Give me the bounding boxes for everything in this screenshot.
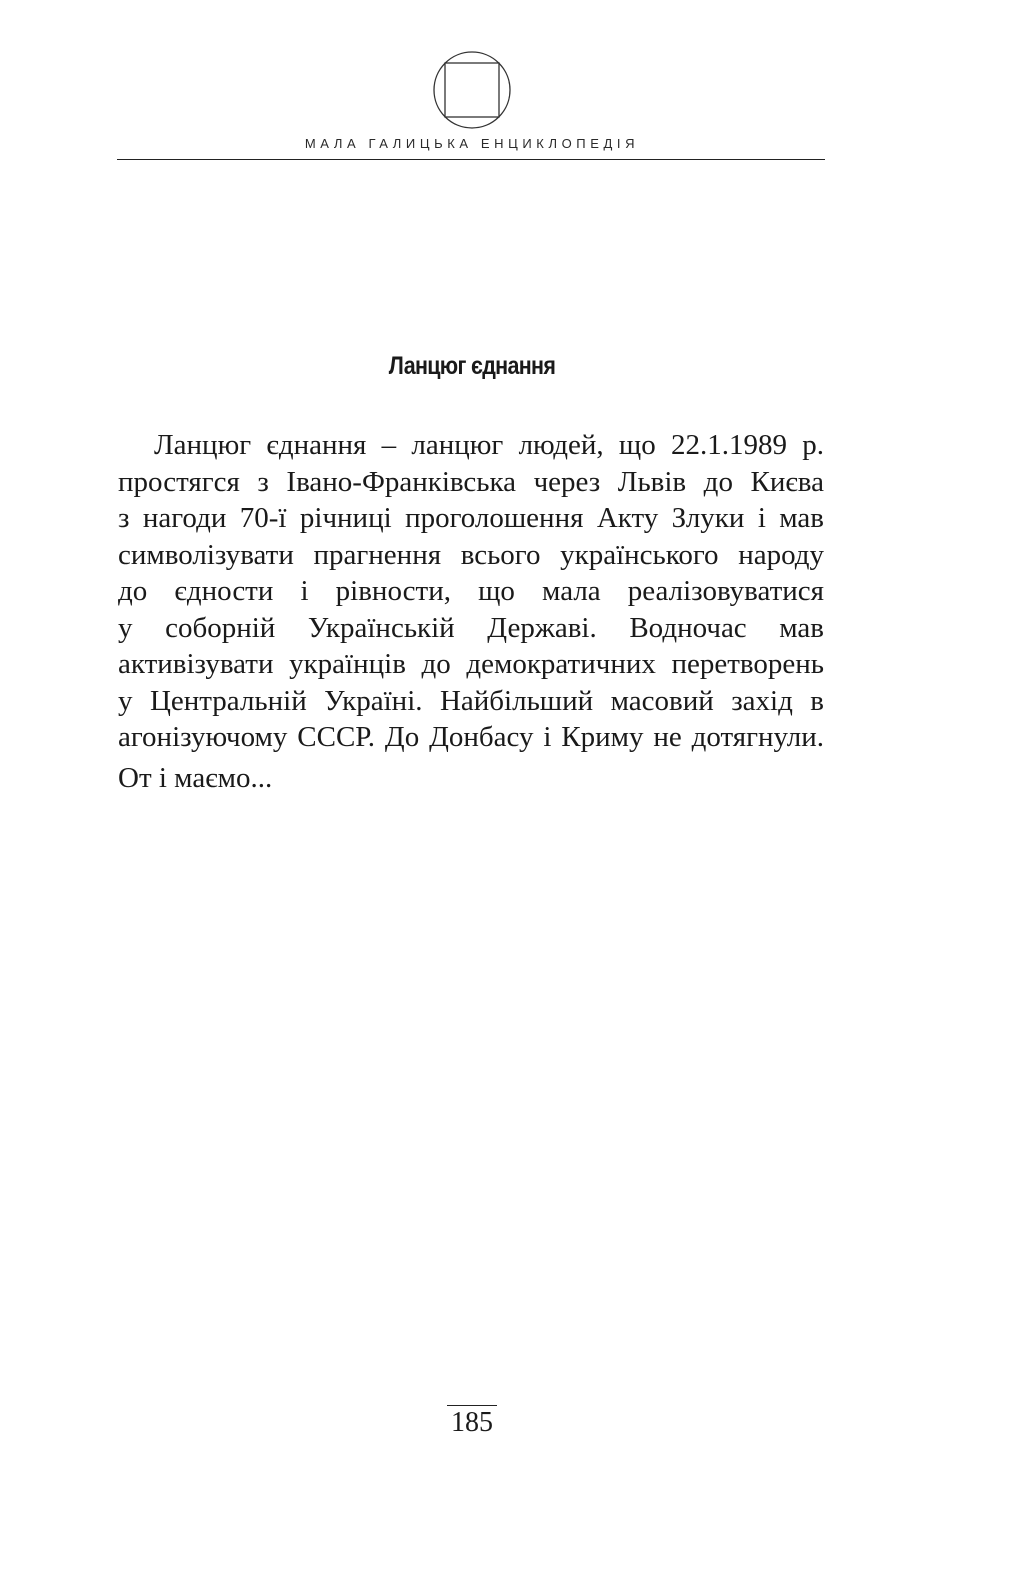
body-line: активізувати українців до демократичних перетворень — [118, 648, 824, 680]
body-line: до єдности і рівности, що мала реалізовуватися — [118, 575, 824, 607]
article-title: Ланцюг єднання — [388, 352, 556, 380]
body-line: От і маємо... — [118, 761, 273, 794]
running-head-title: МАЛА ГАЛИЦЬКА ЕНЦИКЛОПЕДІЯ — [304, 136, 640, 151]
body-line: у Центральній Україні. Найбільший масовий захід в — [118, 684, 824, 717]
body-line: з нагоди 70-ї річниці проголошення Акту Злуки і мав — [118, 502, 824, 534]
article-body — [118, 427, 824, 796]
page-number — [0, 1405, 944, 1440]
header-rule — [117, 159, 825, 160]
circle-square-emblem-icon — [432, 50, 512, 130]
body-line: Ланцюг єднання – ланцюг людей, що 22.1.1989 р. — [154, 429, 824, 461]
body-line: агонізуючому СССР. До Донбасу і Криму не дотягнули. — [118, 721, 824, 753]
body-line: простягся з Івано-Франківська через Львів до Києва — [118, 465, 824, 498]
body-line: символізувати прагнення всього українського народу — [118, 538, 824, 571]
body-line: у соборній Українській Державі. Водночас мав — [118, 611, 824, 644]
page-number-value: 185 — [447, 1405, 497, 1440]
